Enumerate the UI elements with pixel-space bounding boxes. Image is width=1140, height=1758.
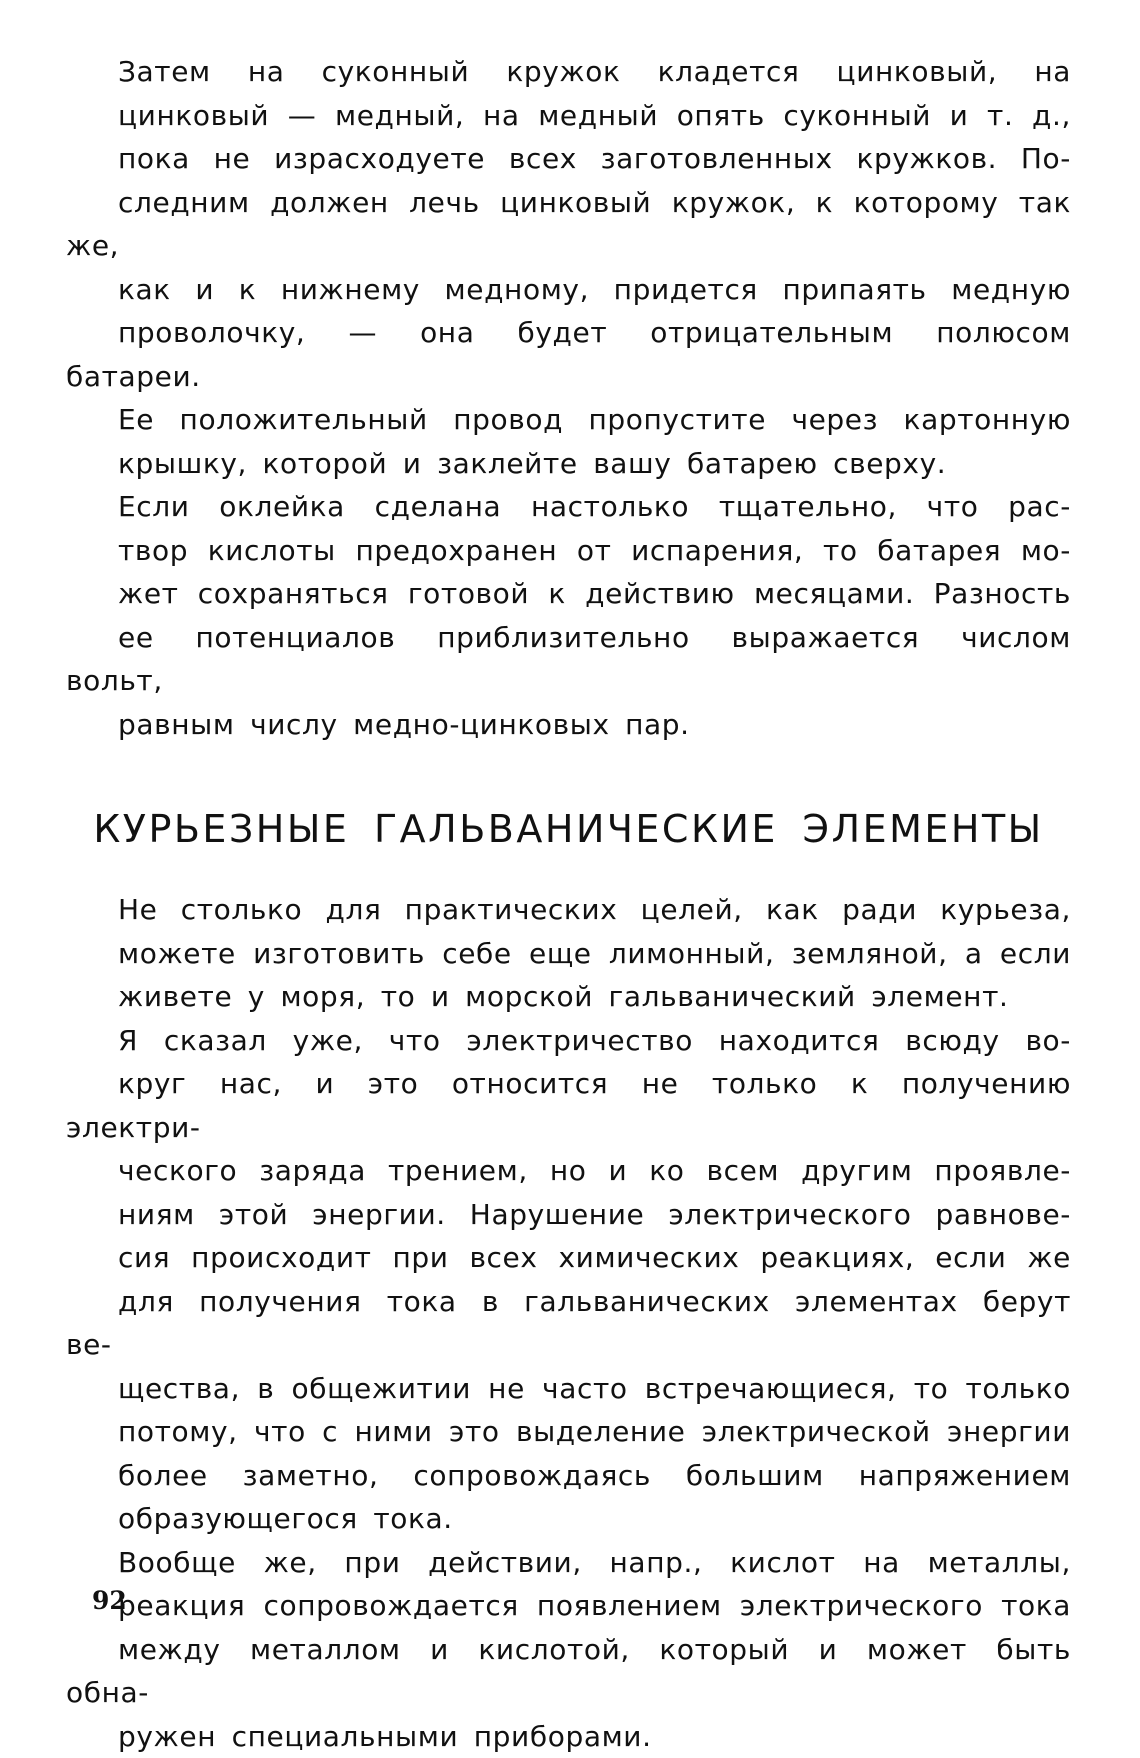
text-line: твор кислоты предохранен от испарения, то батарея мо- (66, 529, 1071, 573)
text-line: можете изготовить себе еще лимонный, земляной, а если (66, 932, 1071, 976)
text-line: более заметно, сопровождаясь большим напряжением (66, 1454, 1071, 1498)
text-line: живете у моря, то и морской гальванический элемент. (66, 975, 1071, 1019)
text-line: следним должен лечь цинковый кружок, к которому так же, (66, 181, 1071, 268)
paragraph-acid-metal-reaction (66, 1541, 1071, 1758)
text-line: крышку, которой и заклейте вашу батарею сверху. (66, 442, 1071, 486)
paragraph-electricity-everywhere (66, 1019, 1071, 1541)
section-heading: КУРЬЕЗНЫЕ ГАЛЬВАНИЧЕСКИЕ ЭЛЕМЕНТЫ (66, 804, 1071, 854)
text-line: ее потенциалов приблизительно выражается числом вольт, (66, 616, 1071, 703)
text-line: жет сохраняться готовой к действию месяцами. Разность (66, 572, 1071, 616)
text-line: образующегося тока. (66, 1497, 1071, 1541)
text-line: Если оклейка сделана настолько тщательно, что рас- (66, 485, 1071, 529)
paragraph-battery-assembly (66, 50, 1071, 485)
text-line: Вообще же, при действии, напр., кислот на металлы, (66, 1541, 1071, 1585)
text-line: щества, в общежитии не часто встречающиеся, то только (66, 1367, 1071, 1411)
text-line: круг нас, и это относится не только к получению электри- (66, 1062, 1071, 1149)
text-line: Я сказал уже, что электричество находится всюду во- (66, 1019, 1071, 1063)
text-line: Не столько для практических целей, как ради курьеза, (66, 888, 1071, 932)
text-line: Затем на суконный кружок кладется цинковый, на (66, 50, 1071, 94)
text-line: между металлом и кислотой, который и может быть обна- (66, 1628, 1071, 1715)
text-line: ружен специальными приборами. (66, 1715, 1071, 1758)
text-line: пока не израсходуете всех заготовленных кружков. По- (66, 137, 1071, 181)
text-line: сия происходит при всех химических реакциях, если же (66, 1236, 1071, 1280)
paragraph-curious-elements-intro (66, 888, 1071, 1019)
text-line: для получения тока в гальванических элементах берут ве- (66, 1280, 1071, 1367)
text-line: как и к нижнему медному, придется припаять медную (66, 268, 1071, 312)
text-line: равным числу медно-цинковых пар. (66, 703, 1071, 747)
text-line: реакция сопровождается появлением электрического тока (66, 1584, 1071, 1628)
text-line: Ее положительный провод пропустите через картонную (66, 398, 1071, 442)
text-line: ниям этой энергии. Нарушение электрического равнове- (66, 1193, 1071, 1237)
paragraph-battery-sealing (66, 485, 1071, 746)
page-number: 92 (92, 1586, 127, 1615)
text-line: проволочку, — она будет отрицательным полюсом батареи. (66, 311, 1071, 398)
text-line: ческого заряда трением, но и ко всем другим проявле- (66, 1149, 1071, 1193)
text-line: потому, что с ними это выделение электрической энергии (66, 1410, 1071, 1454)
text-line: цинковый — медный, на медный опять суконный и т. д., (66, 94, 1071, 138)
book-page (66, 50, 1071, 1758)
